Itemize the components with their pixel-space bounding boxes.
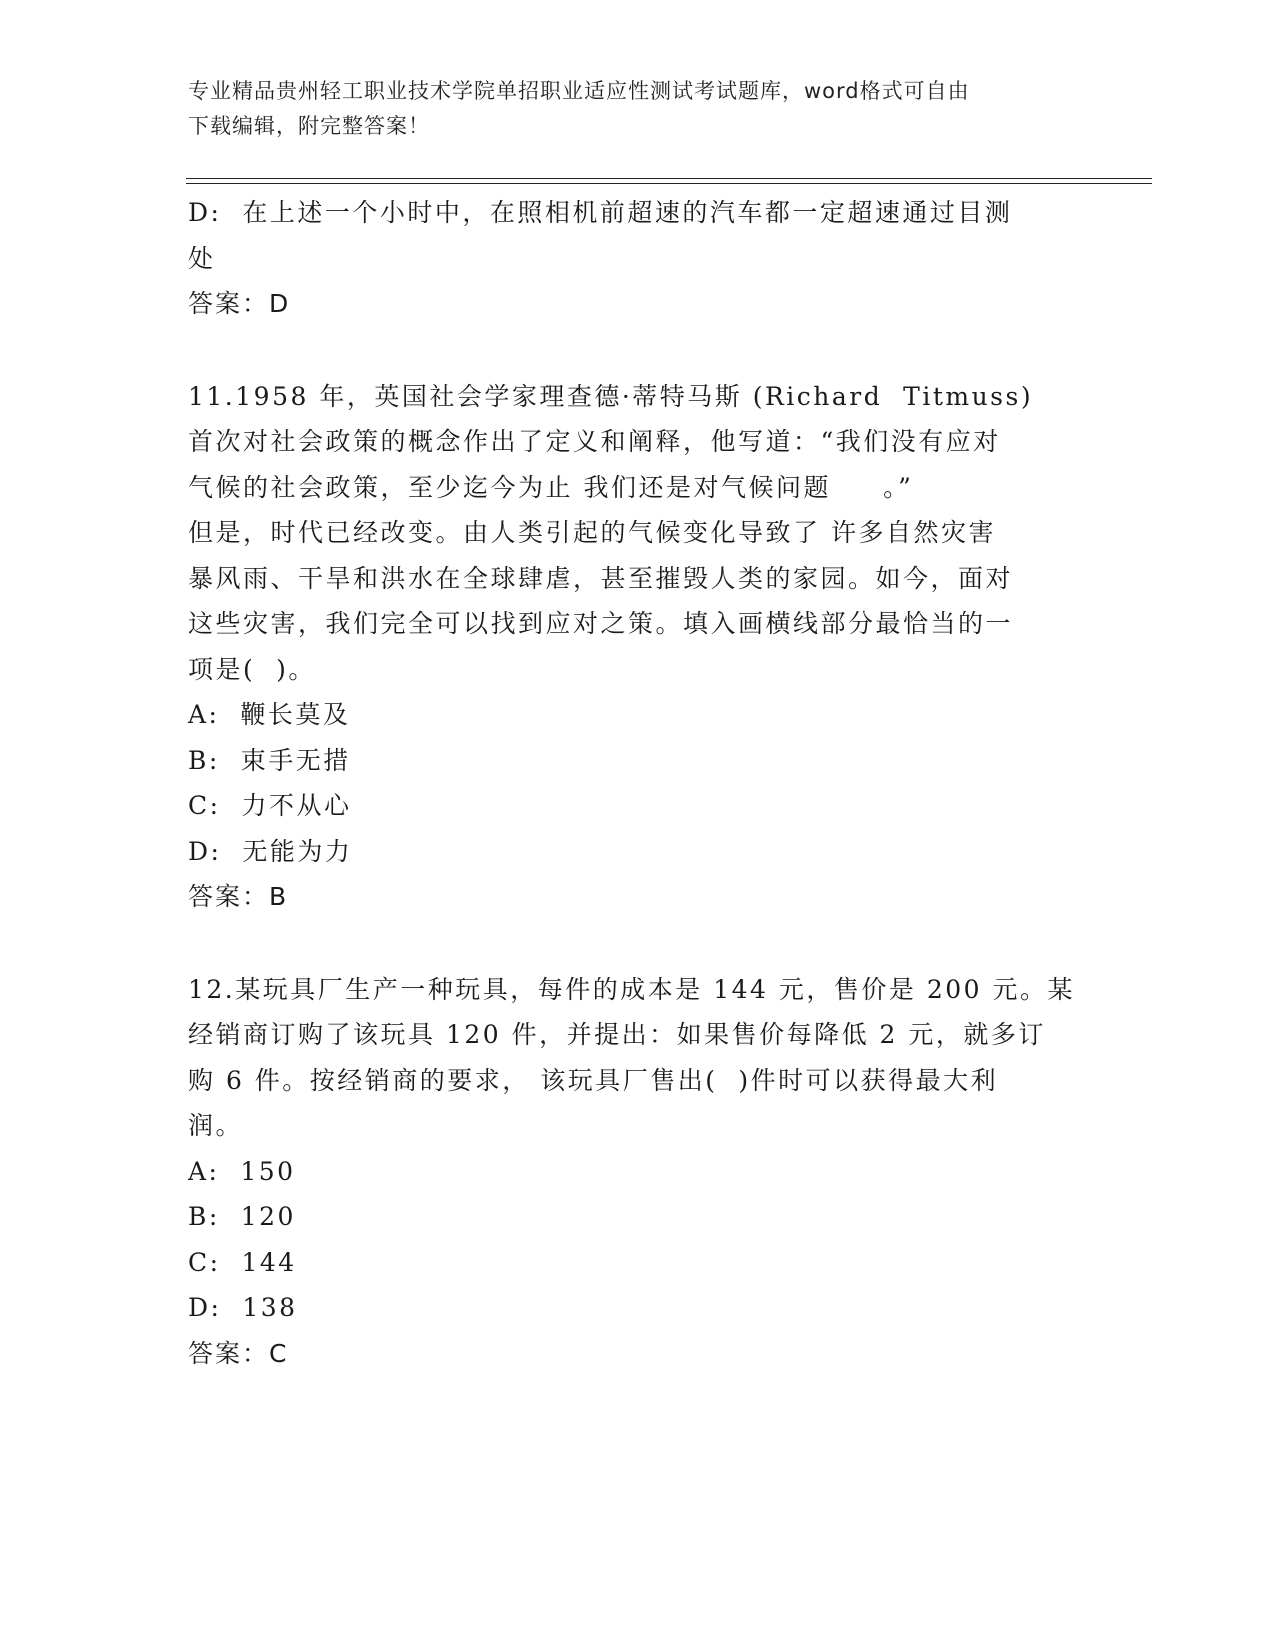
question-11 bbox=[188, 374, 1088, 920]
answer-line: 答案：D bbox=[188, 289, 291, 318]
question-12 bbox=[188, 967, 1088, 1377]
header-line-2: 下载编辑，附完整答案！ bbox=[188, 114, 430, 138]
question-stem-line: 但是，时代已经改变。由人类引起的气候变化导致了 许多自然灾害 bbox=[188, 518, 996, 547]
question-stem-line: 暴风雨、干旱和洪水在全球肆虐，甚至摧毁人类的家园。如今，面对 bbox=[188, 563, 1014, 593]
answer-line: 答案：C bbox=[188, 1338, 289, 1368]
document-header bbox=[188, 74, 1068, 144]
option-a: A: 鞭长莫及 bbox=[188, 700, 351, 729]
question-stem-line: 项是( )。 bbox=[188, 654, 316, 684]
question-stem-line: 这些灾害，我们完全可以找到应对之策。填入画横线部分最恰当的一 bbox=[188, 609, 1014, 638]
question-stem-line: 11.1958 年，英国社会学家理查德·蒂特马斯 (Richard Titmuss) bbox=[188, 381, 1034, 411]
header-divider-bottom bbox=[186, 183, 1152, 184]
option-d: D: 138 bbox=[188, 1293, 298, 1322]
question-stem-line: 购 6 件。按经销商的要求， 该玩具厂售出( )件时可以获得最大利 bbox=[188, 1065, 999, 1095]
option-c: C: 力不从心 bbox=[188, 791, 352, 820]
question-stem-line: 润。 bbox=[188, 1111, 244, 1140]
option-b: B: 120 bbox=[188, 1202, 296, 1231]
header-divider-top bbox=[186, 178, 1152, 179]
option-b: B: 束手无措 bbox=[188, 745, 351, 775]
question-stem-line: 气候的社会政策，至少迄今为止 我们还是对气候问题 。” bbox=[188, 472, 914, 502]
previous-question-tail bbox=[188, 190, 1088, 327]
option-d: D: 在上述一个小时中，在照相机前超速的汽车都一定超速通过目测 bbox=[188, 198, 1013, 227]
option-d-continued: 处 bbox=[188, 243, 216, 273]
question-stem-line: 经销商订购了该玩具 120 件，并提出：如果售价每降低 2 元，就多订 bbox=[188, 1020, 1046, 1049]
document-body bbox=[188, 190, 1088, 1376]
answer-line: 答案：B bbox=[188, 882, 289, 911]
question-stem-line: 12.某玩具厂生产一种玩具，每件的成本是 144 元，售价是 200 元。某 bbox=[188, 974, 1075, 1004]
question-stem-line: 首次对社会政策的概念作出了定义和阐释，他写道：“我们没有应对 bbox=[188, 427, 1001, 456]
option-a: A: 150 bbox=[188, 1156, 296, 1186]
option-d: D: 无能为力 bbox=[188, 836, 353, 866]
option-c: C: 144 bbox=[188, 1247, 297, 1277]
header-line-1: 专业精品贵州轻工职业技术学院单招职业适应性测试考试题库，word格式可自由 bbox=[188, 79, 970, 103]
